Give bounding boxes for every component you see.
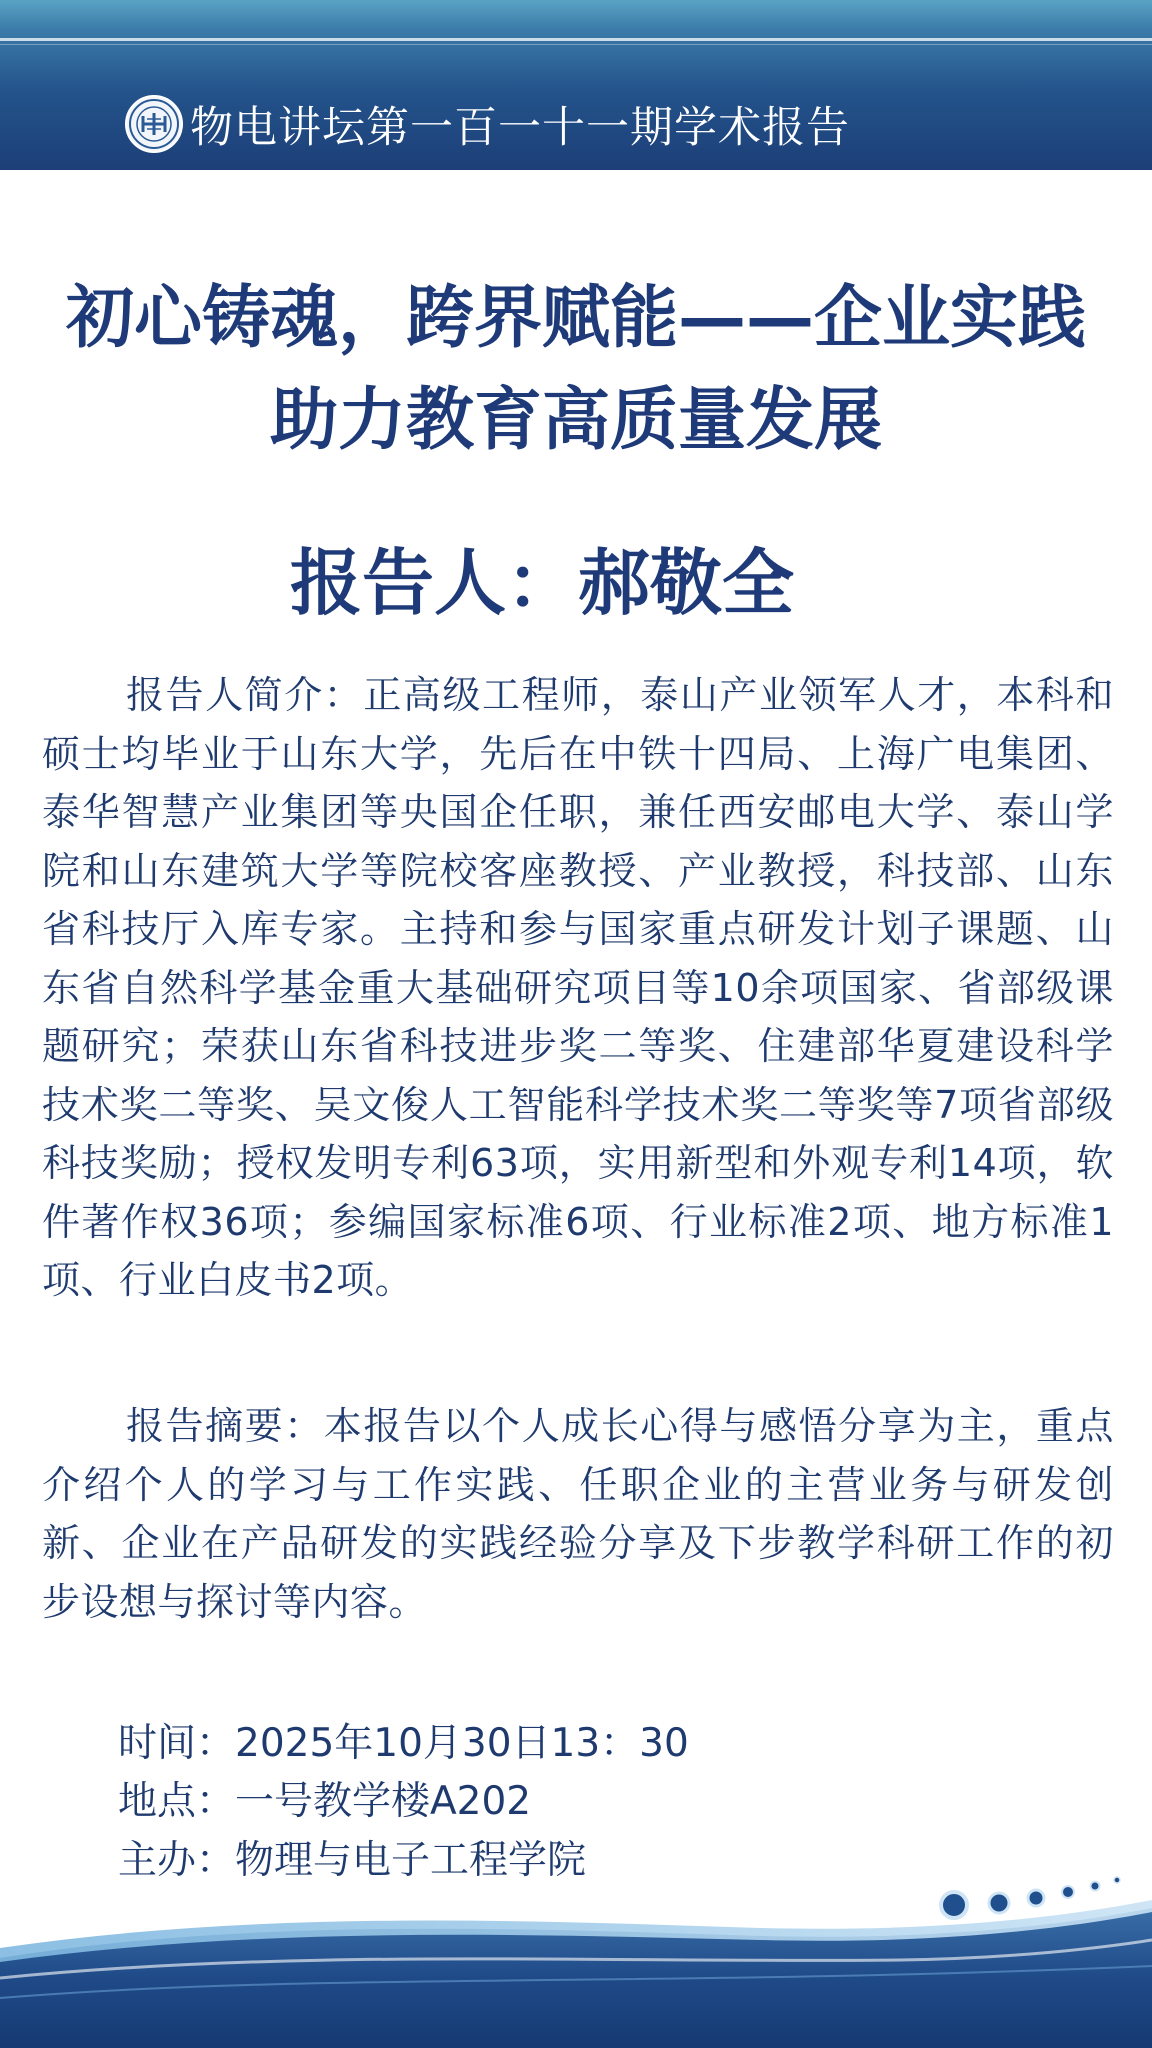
event-time: 时间：2025年10月30日13：30 — [118, 1721, 689, 1766]
presenter-bio: 报告人简介：正高级工程师，泰山产业领军人才，本科和硕士均毕业于山东大学，先后在中铁十四局、上海广电集团、泰华智慧产业集团等央国企任职，兼任西安邮电大学、泰山学院和山东建筑大学等院校客座教授、产业教授，科技部、山东省科技厅入库专家。主持和参与国家重点研发计划子课题、山东省自然科学基金重大基础研究项目等10余项国家、省部级课题研究；荣获山东省科技进步奖二等奖、住建部华夏建设科学技术奖二等奖、吴文俊人工智能科学技术奖二等奖等7项省部级科技奖励；授权发明专利63项，实用新型和外观专利14项，软件著作权36项；参编国家标准6项、行业标准2项、地方标准1项、行业白皮书2项。 — [42, 673, 1114, 1302]
event-host: 主办：物理与电子工程学院 — [118, 1838, 587, 1883]
header-divider-thin — [0, 44, 1152, 45]
header-title-group — [124, 92, 850, 156]
footer-wave-decoration — [0, 1848, 1152, 2048]
report-title-line-2: 助力教育高质量发展 — [269, 381, 882, 460]
university-seal-icon — [124, 94, 184, 154]
header-banner — [0, 0, 1152, 170]
header-divider — [0, 38, 1152, 41]
report-title — [0, 268, 1152, 472]
lecture-series-title: 物电讲坛第一百一十一期学术报告 — [190, 102, 850, 153]
report-title-line-1: 初心铸魂，跨界赋能——企业实践 — [65, 279, 1086, 358]
event-location: 地点：一号教学楼A202 — [118, 1779, 532, 1824]
presenter-name: 报告人：郝敬全 — [290, 541, 795, 625]
report-abstract: 报告摘要：本报告以个人成长心得与感悟分享为主，重点介绍个人的学习与工作实践、任职企业的主营业务与研发创新、企业在产品研发的实践经验分享及下步教学科研工作的初步设想与探讨等内容。 — [42, 1404, 1114, 1624]
